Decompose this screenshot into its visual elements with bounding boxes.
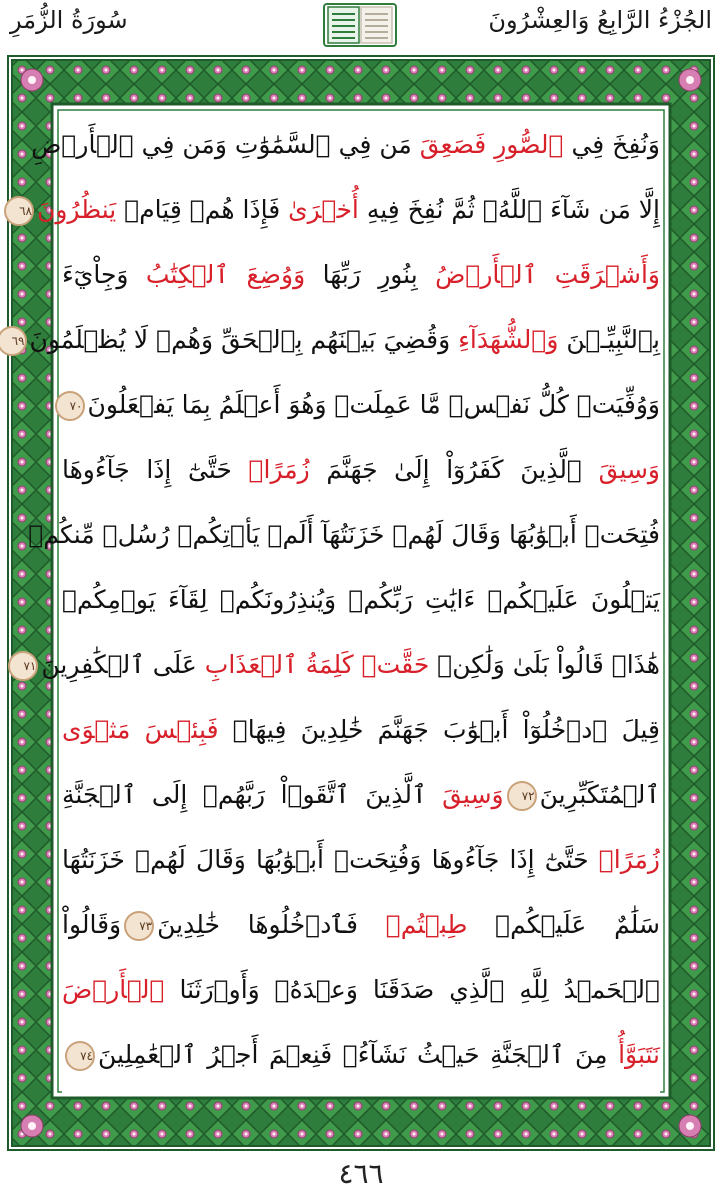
page-header <box>0 0 722 56</box>
ayah-number-marker: ٦٨ <box>4 196 34 226</box>
text-line <box>62 1028 660 1082</box>
surah-name: سُورَةُ الزُّمَرِ <box>10 6 128 34</box>
tajweed-highlight: أُخۡرَىٰ <box>288 195 359 224</box>
verse-text: حَتَّىٰٓ إِذَا جَآءُوهَا <box>62 455 249 484</box>
ayah-number-marker: ٧٢ <box>507 781 537 811</box>
verse-text: فُتِحَتۡ أَبۡوَٰبُهَا وَقَالَ لَهُمۡ خَزَنَتُهَآ أَلَمۡ يَأۡتِكُمۡ رُسُلٞ مِّنكُمۡ <box>28 520 660 549</box>
verse-text: قِيلَ ٱدۡخُلُوٓاْ أَبۡوَٰبَ جَهَنَّمَ خَٰلِدِينَ فِيهَاۖ <box>218 715 661 744</box>
text-line <box>62 443 660 497</box>
verse-text: فَٱدۡخُلُوهَا خَٰلِدِينَ <box>157 910 386 939</box>
text-line <box>62 703 660 757</box>
text-line <box>31 118 660 172</box>
text-line <box>19 183 660 237</box>
tajweed-highlight: زُمَرًاۖ <box>248 455 310 484</box>
text-line <box>62 833 660 887</box>
verse-text: وَقَالُواْ <box>62 910 122 939</box>
tajweed-highlight: زُمَرًاۖ <box>598 845 660 874</box>
page-number: ٤٦٦ <box>338 1157 384 1190</box>
text-line <box>11 313 660 367</box>
open-book-icon <box>322 2 398 48</box>
verse-text: بِٱلنَّبِيِّـۧنَ <box>558 325 660 354</box>
tajweed-highlight: ٱلصُّورِ فَصَعِقَ <box>419 130 564 159</box>
text-line <box>23 638 660 692</box>
verse-text: سَلَٰمٌ عَلَيۡكُمۡ <box>467 910 660 939</box>
tajweed-highlight: ٱلۡأَرۡضَ <box>62 975 165 1004</box>
text-line <box>62 573 660 627</box>
juz-name: الجُزْءُ الرَّابِعُ وَالعِشْرُونَ <box>488 6 712 34</box>
verse-text: وَجِاْيٓءَ <box>62 260 146 289</box>
verse-text: حَتَّىٰٓ إِذَا جَآءُوهَا وَفُتِحَتۡ أَبۡوَٰبُهَا وَقَالَ لَهُمۡ خَزَنَتُهَا <box>62 845 599 874</box>
tajweed-highlight: حَقَّتۡ كَلِمَةُ ٱلۡعَذَابِ <box>204 650 430 679</box>
verse-text: بِنُورِ رَبِّهَا <box>305 260 436 289</box>
quran-text-block <box>11 118 661 1094</box>
tajweed-highlight: وَسِيقَ <box>442 780 504 809</box>
verse-text: وَقُضِيَ بَيۡنَهُم بِٱلۡحَقِّ وَهُمۡ لَا يُظۡلَمُونَ <box>29 325 459 354</box>
verse-text: ٱلَّذِينَ ٱتَّقَوۡاْ رَبَّهُمۡ إِلَى ٱلۡجَنَّةِ <box>62 780 443 809</box>
tajweed-highlight: فَبِئۡسَ مَثۡوَى <box>62 715 219 744</box>
tajweed-highlight: طِبۡتُمۡ <box>385 910 468 939</box>
tajweed-highlight: وَٱلشُّهَدَآءِ <box>458 325 559 354</box>
tajweed-highlight: نَتَبَوَّأُ <box>618 1040 660 1069</box>
ayah-number-marker: ٧٤ <box>65 1041 95 1071</box>
verse-text: ٱلَّذِينَ كَفَرُوٓاْ إِلَىٰ جَهَنَّمَ <box>309 455 599 484</box>
text-line <box>28 508 660 562</box>
tajweed-highlight: وَسِيقَ <box>598 455 661 484</box>
tajweed-highlight: وَأَشۡرَقَتِ ٱلۡأَرۡضُ <box>435 260 660 289</box>
ayah-number-marker: ٧٣ <box>124 911 154 941</box>
verse-text: وَوُفِّيَتۡ كُلُّ نَفۡسٖ مَّا عَمِلَتۡ وَهُوَ أَعۡلَمُ بِمَا يَفۡعَلُونَ <box>87 390 660 419</box>
tajweed-highlight: يَنظُرُونَ <box>37 195 117 224</box>
text-line <box>62 898 660 952</box>
verse-text: ٱلۡحَمۡدُ لِلَّهِ ٱلَّذِي صَدَقَنَا وَعۡدَهُۥ وَأَوۡرَثَنَا <box>164 975 660 1004</box>
text-line <box>62 378 660 432</box>
text-line <box>62 768 660 822</box>
verse-text: وَنُفِخَ فِي <box>563 130 660 159</box>
verse-text: هَٰذَاۚ قَالُواْ بَلَىٰ وَلَٰكِنۡ <box>429 650 660 679</box>
tajweed-highlight: وَوُضِعَ ٱلۡكِتَٰبُ <box>145 260 306 289</box>
verse-text: عَلَى ٱلۡكَٰفِرِينَ <box>41 650 205 679</box>
ayah-number-marker: ٦٩ <box>0 326 27 356</box>
verse-text: مِنَ ٱلۡجَنَّةِ حَيۡثُ نَشَآءُۖ فَنِعۡمَ أَجۡرُ ٱلۡعَٰمِلِينَ <box>98 1040 619 1069</box>
ayah-number-marker: ٧١ <box>8 651 38 681</box>
verse-text: إِلَّا مَن شَآءَ ٱللَّهُۖ ثُمَّ نُفِخَ فِيهِ <box>358 195 660 224</box>
verse-text: فَإِذَا هُمۡ قِيَامٞ <box>116 195 289 224</box>
verse-text: مَن فِي ٱلسَّمَٰوَٰتِ وَمَن فِي ٱلۡأَرۡضِ <box>31 130 420 159</box>
verse-text: يَتۡلُونَ عَلَيۡكُمۡ ءَايَٰتِ رَبِّكُمۡ وَيُنذِرُونَكُمۡ لِقَآءَ يَوۡمِكُمۡ <box>62 585 660 614</box>
text-line <box>62 963 660 1017</box>
text-line <box>62 248 660 302</box>
ayah-number-marker: ٧٠ <box>55 391 85 421</box>
verse-text: ٱلۡمُتَكَبِّرِينَ <box>539 780 660 809</box>
